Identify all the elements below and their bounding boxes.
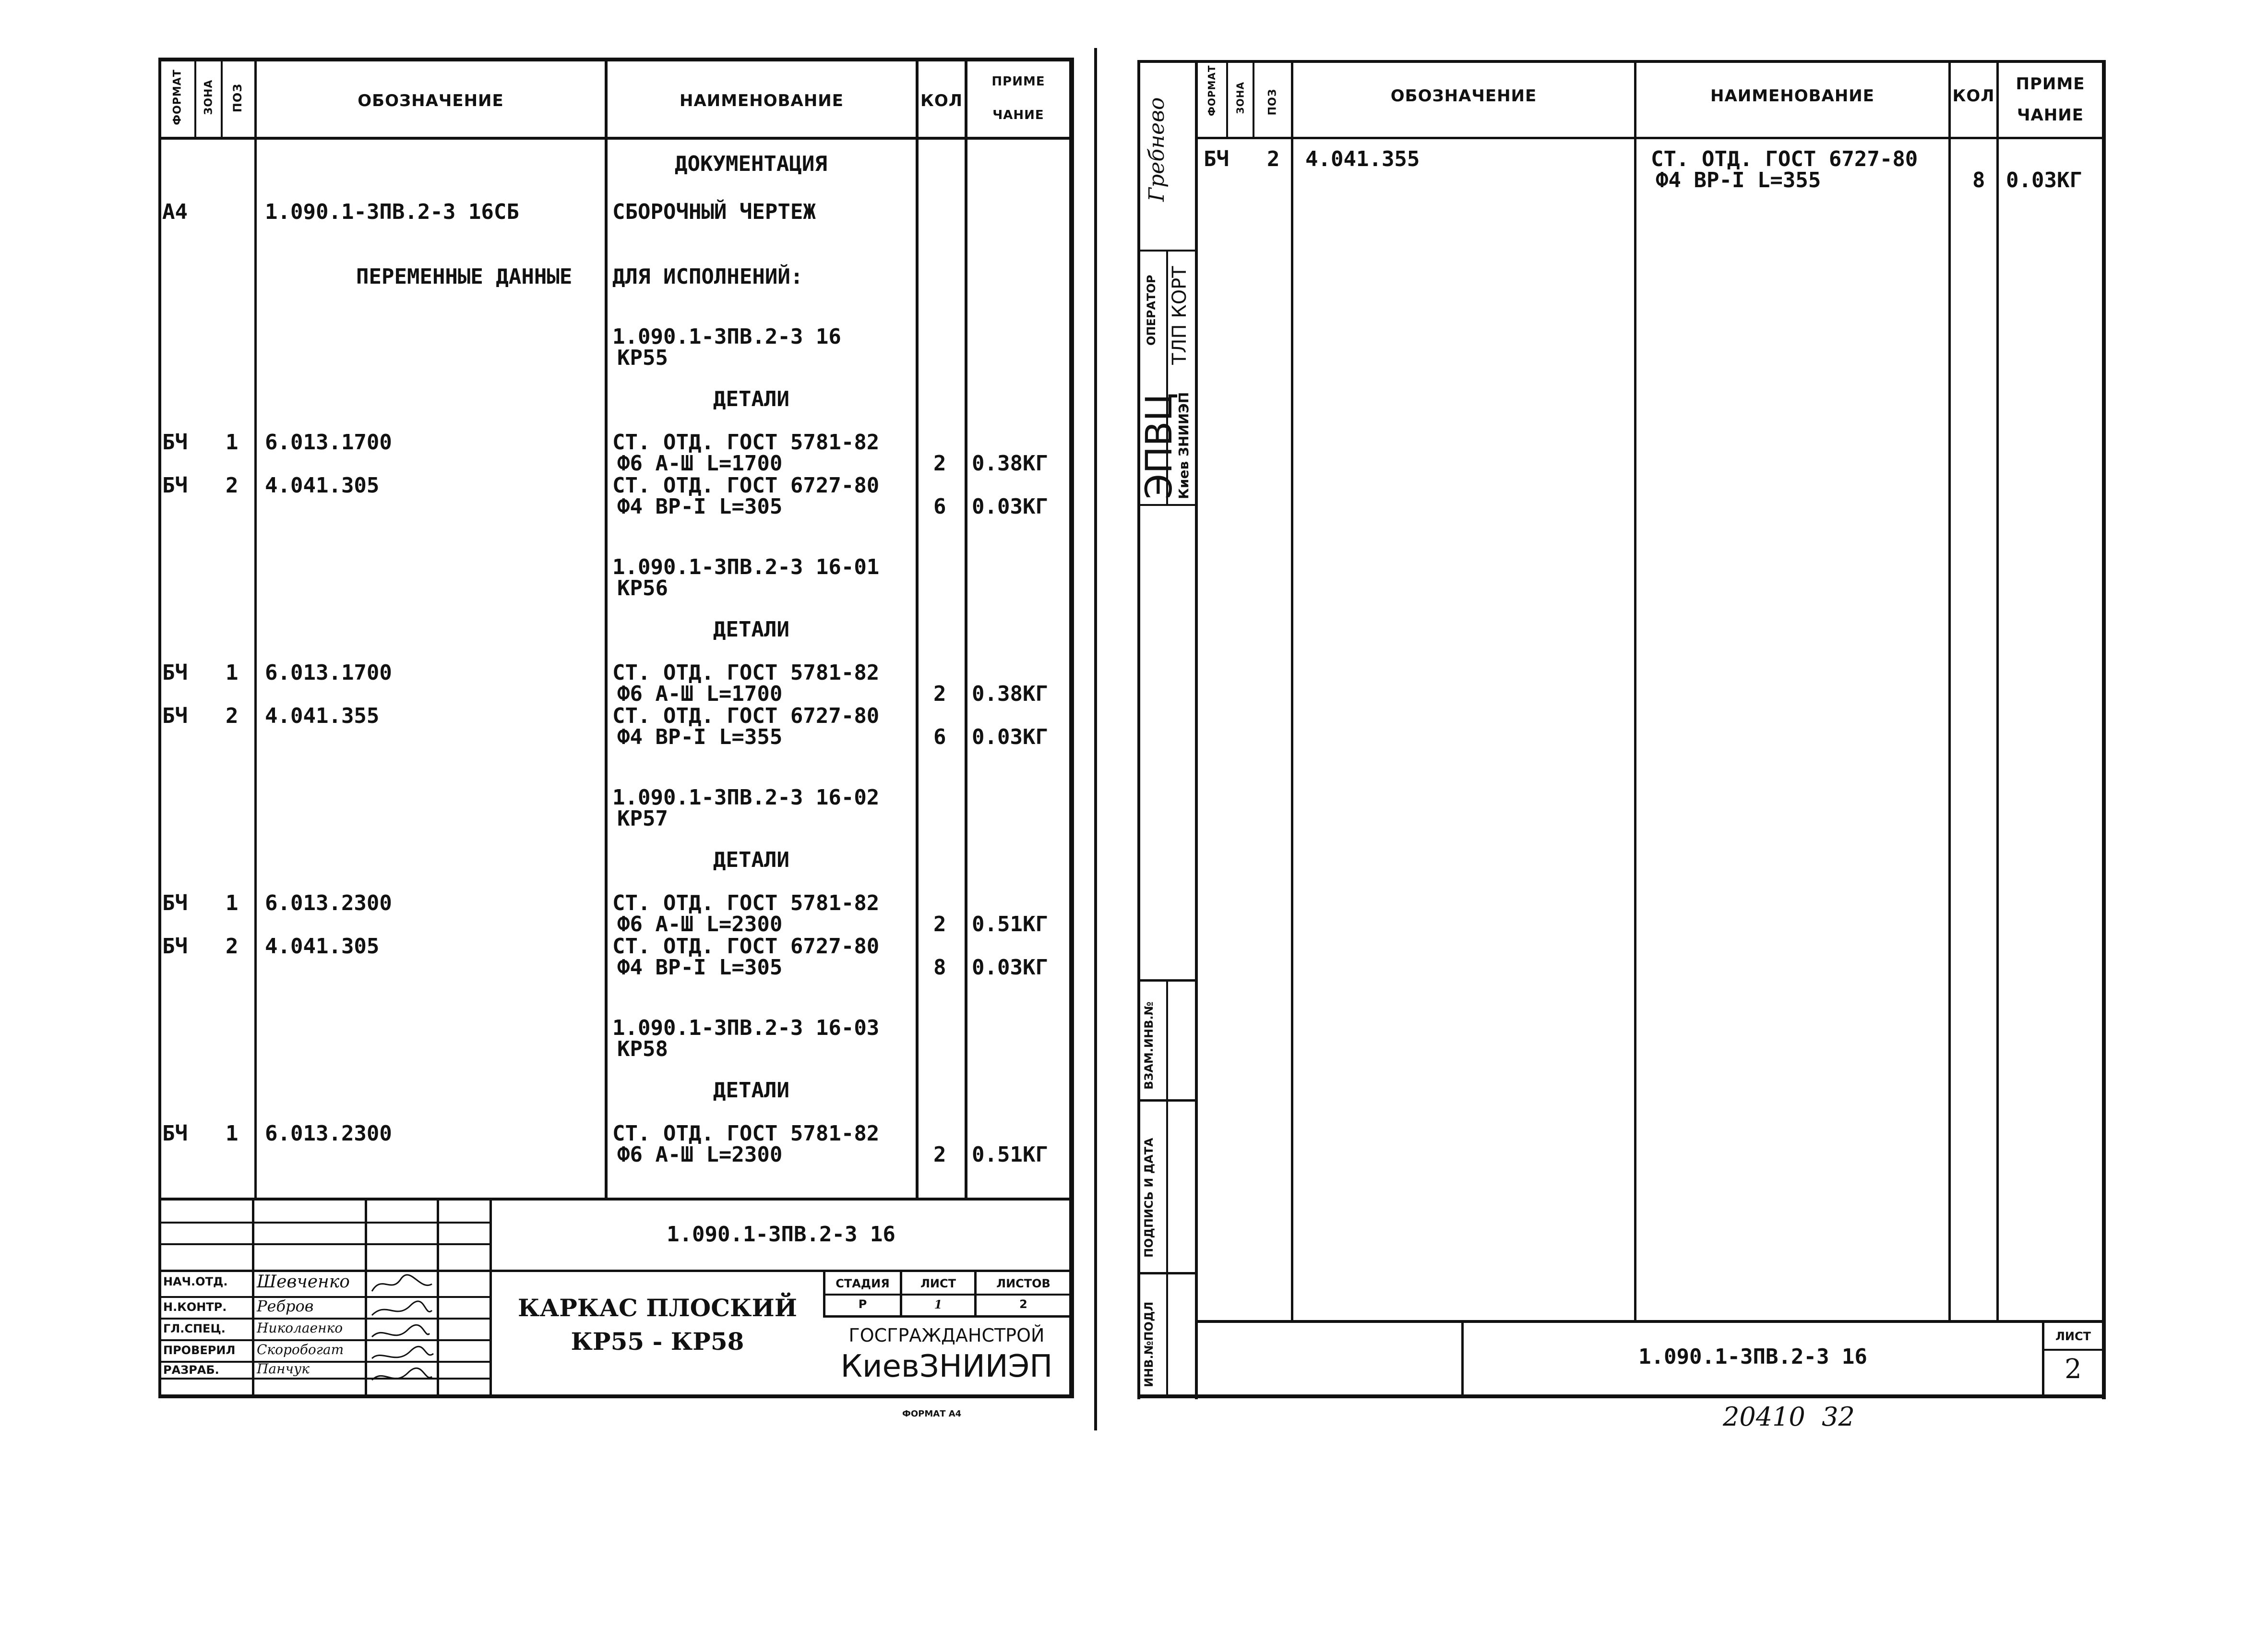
stamp-operator-value: ТЛП КОРТ	[1169, 266, 1191, 365]
stamp-org-sub: Киев ЗНИИЭП	[1176, 392, 1192, 499]
l-name2: КР56	[617, 576, 668, 600]
r-doc-code: 1.090.1-3ПВ.2-3 16	[1638, 1345, 1867, 1369]
stamp-operator-label: ОПЕРАТОР	[1145, 275, 1158, 346]
tb-row	[2042, 1349, 2102, 1351]
frame-bottom	[1137, 1394, 2106, 1398]
l-format: А4	[162, 200, 188, 224]
tb-row	[823, 1315, 1070, 1318]
l-format: БЧ	[162, 430, 188, 455]
l-designation: 4.041.305	[265, 934, 380, 959]
sheet-divider	[1094, 48, 1097, 1430]
col-line	[254, 58, 257, 1200]
l-name1: ДОКУМЕНТАЦИЯ	[675, 152, 827, 176]
side-label-signature: ПОДПИСЬ И ДАТА	[1142, 1138, 1156, 1258]
l-designation: 6.013.2300	[265, 1121, 392, 1146]
tb-title-1: КАРКАС ПЛОСКИЙ	[518, 1294, 797, 1322]
r-header-qty: КОЛ	[1952, 86, 1995, 106]
l-name1: СТ. ОТД. ГОСТ 6727-80	[612, 704, 880, 728]
tb-sheets-label: ЛИСТОВ	[996, 1277, 1050, 1290]
stamp-line	[1137, 504, 1195, 506]
col-line	[1634, 60, 1636, 1322]
tb-sheet-label: ЛИСТ	[920, 1277, 956, 1290]
l-name1: СТ. ОТД. ГОСТ 5781-82	[612, 430, 880, 455]
tb-org-2: КиевЗНИИЭП	[840, 1349, 1053, 1384]
l-name1: СТ. ОТД. ГОСТ 5781-82	[612, 891, 880, 915]
stamp-line	[1166, 979, 1168, 1397]
r-header-pos	[1254, 88, 1291, 116]
tb-row	[823, 1294, 1070, 1296]
role-1: Н.КОНТР.	[163, 1300, 227, 1314]
r-sheet-label: ЛИСТ	[2055, 1330, 2091, 1343]
tb-row	[158, 1318, 492, 1320]
name-1: Ребров	[257, 1297, 314, 1315]
l-note: 0.38КГ	[972, 451, 1048, 476]
signature-scribbles	[367, 1272, 437, 1397]
header-divider	[1195, 137, 2102, 139]
r-sheet-value: 2	[2065, 1354, 2082, 1385]
l-name2: Ф4 ВР-I L=305	[617, 955, 783, 980]
r-qty: 8	[1972, 168, 1985, 192]
l-name1: ДЕТАЛИ	[713, 387, 789, 411]
l-note: 0.38КГ	[972, 682, 1048, 706]
col-line	[605, 58, 608, 1200]
l-name2: КР55	[617, 346, 668, 370]
name-2: Николаенко	[257, 1320, 343, 1336]
stamp-author: Гребнево	[1145, 97, 1169, 202]
role-4: РАЗРАБ.	[163, 1363, 219, 1377]
r-header-pos-label: ПОЗ	[1266, 88, 1279, 116]
l-format: БЧ	[162, 1121, 188, 1146]
r-header-format	[1197, 65, 1226, 116]
frame-top	[1137, 60, 2104, 63]
l-designation: 4.041.355	[265, 704, 380, 728]
tb-row	[158, 1339, 492, 1341]
inner-left	[1195, 60, 1198, 1399]
tb-title-2: КР55 - КР58	[571, 1327, 744, 1356]
header-format	[161, 67, 194, 134]
l-note: 0.51КГ	[972, 912, 1048, 937]
header-designation: ОБОЗНАЧЕНИЕ	[358, 91, 504, 110]
l-name1: ДЕТАЛИ	[713, 617, 789, 642]
l-qty: 8	[933, 955, 946, 980]
l-format: БЧ	[162, 891, 188, 915]
r-header-zone-label: ЗОНА	[1234, 82, 1246, 114]
r-header-name: НАИМЕНОВАНИЕ	[1710, 86, 1874, 106]
side-label-replacement: ВЗАМ.ИНВ.№	[1142, 1001, 1156, 1090]
l-name2: Ф4 ВР-I L=305	[617, 494, 783, 519]
role-3: ПРОВЕРИЛ	[163, 1344, 236, 1357]
header-pos	[221, 67, 254, 134]
frame-right	[2102, 60, 2106, 1399]
l-qty: 6	[933, 725, 946, 749]
role-0: НАЧ.ОТД.	[163, 1275, 228, 1288]
l-name1: СТ. ОТД. ГОСТ 6727-80	[612, 934, 880, 959]
l-name1: ДЕТАЛИ	[713, 1078, 789, 1103]
l-format: БЧ	[162, 704, 188, 728]
l-name1: 1.090.1-3ПВ.2-3 16-02	[612, 785, 880, 810]
stamp-org-main: ЭПВЦ	[1137, 393, 1180, 499]
l-designation: 1.090.1-3ПВ.2-3 16СБ	[265, 200, 519, 224]
r-header-format-label: ФОРМАТ	[1206, 65, 1218, 116]
role-2: ГЛ.СПЕЦ.	[163, 1322, 226, 1335]
tb-stage-value: Р	[858, 1297, 867, 1311]
header-divider	[158, 137, 1070, 140]
l-pos: 2	[226, 704, 239, 728]
r-name2: Ф4 ВР-I L=355	[1656, 168, 1821, 192]
tb-sheet-value: 1	[934, 1297, 943, 1311]
header-name: НАИМЕНОВАНИЕ	[679, 91, 844, 110]
l-designation: ПЕРЕМЕННЫЕ ДАННЫЕ	[356, 264, 573, 289]
l-designation: 6.013.1700	[265, 430, 392, 455]
name-4: Панчук	[257, 1361, 310, 1377]
col-line	[965, 58, 967, 1200]
l-pos: 2	[226, 473, 239, 498]
l-qty: 2	[933, 1142, 946, 1167]
header-note-2: ЧАНИЕ	[992, 108, 1044, 122]
l-format: БЧ	[162, 934, 188, 959]
l-pos: 1	[226, 660, 239, 685]
tb-top	[158, 1198, 1070, 1201]
l-name2: Ф6 А-Ш L=2300	[617, 1142, 783, 1167]
col-line	[1996, 60, 1999, 1322]
header-pos-label: ПОЗ	[231, 83, 244, 113]
l-name2: Ф6 А-Ш L=2300	[617, 912, 783, 937]
tb-row	[158, 1361, 492, 1363]
tb-sheets-value: 2	[1019, 1297, 1027, 1311]
l-pos: 1	[226, 430, 239, 455]
r-name1: СТ. ОТД. ГОСТ 6727-80	[1651, 147, 1918, 171]
l-name1: СТ. ОТД. ГОСТ 5781-82	[612, 1121, 880, 1146]
frame-left	[158, 58, 161, 1397]
l-format: БЧ	[162, 660, 188, 685]
r-note: 0.03КГ	[2006, 168, 2082, 192]
tb-row	[158, 1222, 492, 1224]
col-line	[1948, 60, 1951, 1322]
l-designation: 6.013.2300	[265, 891, 392, 915]
header-qty: КОЛ	[920, 91, 963, 110]
name-0: Шевченко	[257, 1272, 350, 1292]
l-pos: 1	[226, 891, 239, 915]
l-name2: Ф4 ВР-I L=355	[617, 725, 783, 749]
l-name2: КР57	[617, 806, 668, 831]
r-header-zone	[1228, 82, 1253, 114]
l-qty: 6	[933, 494, 946, 519]
l-pos: 2	[226, 934, 239, 959]
l-note: 0.03КГ	[972, 725, 1048, 749]
col-line	[1291, 60, 1293, 1322]
tb-row	[158, 1378, 492, 1380]
r-pos: 2	[1267, 147, 1280, 171]
r-designation: 4.041.355	[1305, 147, 1420, 171]
l-name1: 1.090.1-3ПВ.2-3 16-03	[612, 1016, 880, 1040]
tb-row	[158, 1296, 492, 1298]
l-designation: 6.013.1700	[265, 660, 392, 685]
name-3: Скоробогат	[257, 1342, 344, 1357]
header-note-1: ПРИМЕ	[991, 74, 1045, 89]
footer-number: 20410 32	[1723, 1402, 1855, 1432]
l-name1: ДЕТАЛИ	[713, 848, 789, 872]
header-zone	[194, 67, 221, 134]
header-zone-label: ЗОНА	[203, 79, 215, 115]
l-note: 0.03КГ	[972, 494, 1048, 519]
col-line	[916, 58, 919, 1200]
l-qty: 2	[933, 912, 946, 937]
frame-right	[1069, 58, 1074, 1397]
format-note: ФОРМАТ А4	[902, 1409, 962, 1419]
l-qty: 2	[933, 682, 946, 706]
l-name2: Ф6 А-Ш L=1700	[617, 451, 783, 476]
l-format: БЧ	[162, 473, 188, 498]
l-name1: ДЛЯ ИСПОЛНЕНИЙ:	[612, 264, 803, 289]
r-format: БЧ	[1204, 147, 1229, 171]
side-label-inv: ИНВ.№ПОДЛ	[1142, 1301, 1156, 1387]
l-name1: СТ. ОТД. ГОСТ 6727-80	[612, 473, 880, 498]
l-name2: Ф6 А-Ш L=1700	[617, 682, 783, 706]
l-name1: 1.090.1-3ПВ.2-3 16-01	[612, 555, 880, 579]
l-note: 0.51КГ	[972, 1142, 1048, 1167]
tb-top	[1195, 1320, 2102, 1323]
l-name1: СТ. ОТД. ГОСТ 5781-82	[612, 660, 880, 685]
frame-bottom	[158, 1394, 1074, 1398]
r-header-designation: ОБОЗНАЧЕНИЕ	[1390, 86, 1537, 106]
r-header-note-1: ПРИМЕ	[2016, 74, 2085, 94]
frame-left	[1137, 60, 1140, 1399]
l-name1: СБОРОЧНЫЙ ЧЕРТЕЖ	[612, 200, 816, 224]
tb-org-1: ГОСГРАЖДАНСТРОЙ	[848, 1325, 1045, 1346]
header-format-label: ФОРМАТ	[171, 69, 184, 125]
l-name2: КР58	[617, 1037, 668, 1061]
l-name1: 1.090.1-3ПВ.2-3 16	[612, 324, 841, 349]
l-designation: 4.041.305	[265, 473, 380, 498]
r-header-note-2: ЧАНИЕ	[2017, 106, 2084, 125]
frame-top	[158, 58, 1070, 61]
l-pos: 1	[226, 1121, 239, 1146]
tb-stage-label: СТАДИЯ	[836, 1277, 890, 1290]
tb-row	[158, 1243, 492, 1245]
l-note: 0.03КГ	[972, 955, 1048, 980]
l-qty: 2	[933, 451, 946, 476]
tb-doc-code: 1.090.1-3ПВ.2-3 16	[667, 1222, 895, 1247]
